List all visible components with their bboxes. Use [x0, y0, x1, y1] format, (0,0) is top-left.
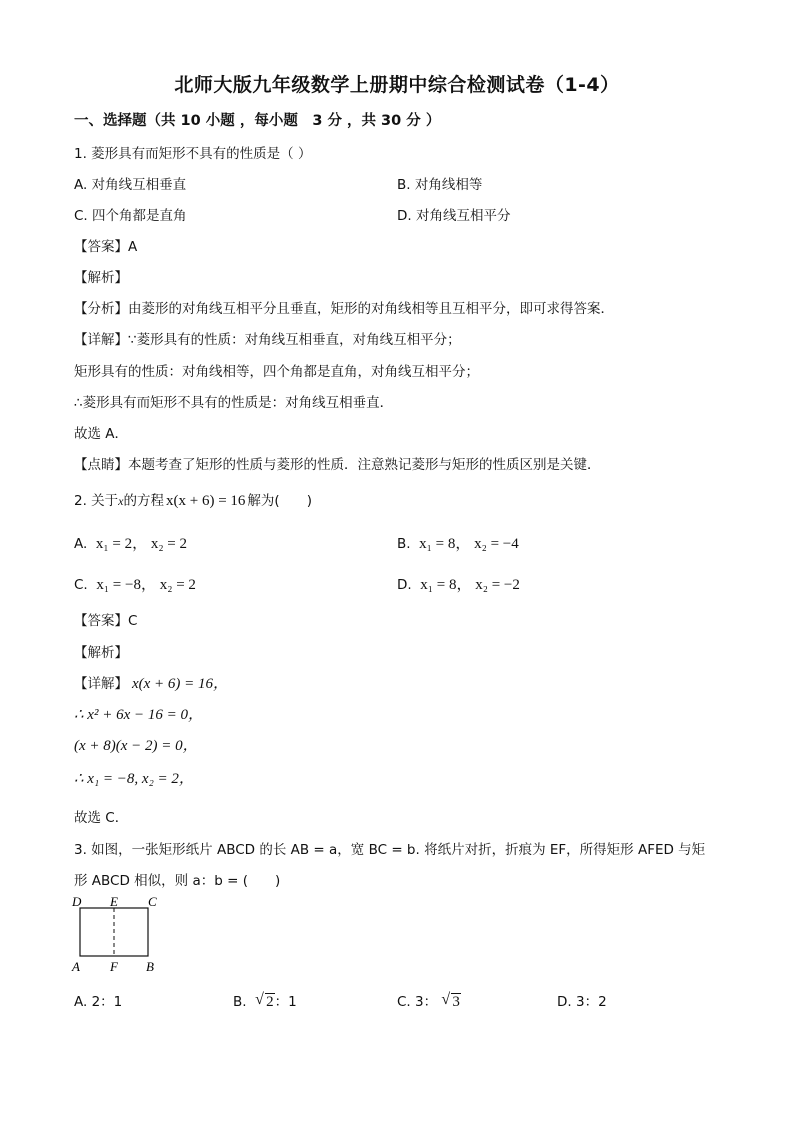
q3-option-label: B.	[233, 994, 247, 1010]
q1-fenxi: 【分析】由菱形的对角线互相平分且垂直，矩形的对角线相等且互相平分，即可求得答案．	[74, 301, 614, 317]
q2-option-label: C.	[74, 577, 88, 593]
q2-option-d	[397, 573, 520, 594]
q2-stem-part: 的方程	[123, 493, 164, 509]
q2-option-b	[397, 532, 519, 553]
q3-option-b	[233, 990, 297, 1011]
q2-stem	[74, 489, 312, 510]
q1-analysis-label: 【解析】	[74, 270, 128, 286]
label-b: B	[146, 959, 154, 974]
q2-option-a	[74, 532, 187, 553]
q3-option-rest: ：1	[274, 994, 297, 1010]
label-a: A	[72, 959, 80, 974]
q2-option-math: x₁ = 2， x₂ = 2	[95, 536, 188, 552]
q2-stem-var: x	[118, 494, 124, 508]
q2-option-label: A.	[74, 536, 88, 552]
q2-option-label: B.	[397, 536, 411, 552]
page-title: 北师大版九年级数学上册期中综合检测试卷（1-4）	[174, 74, 620, 96]
sqrt-symbol: √ 3	[441, 991, 460, 1010]
q3-option-a: A. 2：1	[74, 994, 123, 1010]
q3-stem-line-1: 3. 如图，一张矩形纸片 ABCD 的长 AB = a，宽 BC = b. 将纸片对折，折痕为 EF，所得矩形 AFED 与矩	[74, 842, 706, 858]
label-c: C	[148, 894, 157, 909]
q1-option-c: C. 四个角都是直角	[74, 208, 187, 224]
radicand: 3	[452, 994, 460, 1010]
q1-option-d: D. 对角线互相平分	[397, 208, 511, 224]
label-f: F	[110, 959, 118, 974]
q2-equation: x(x + 6) = 16	[166, 493, 246, 509]
q2-step-2: ∴ x² + 6x − 16 = 0，	[74, 707, 203, 723]
section-heading: 一、选择题（共 10 小题 ，每小题 3 分 ，共 30 分 ）	[74, 113, 441, 129]
q2-option-c	[74, 573, 196, 594]
q2-step-4: ∴ x₁ = −8, x₂ = 2，	[74, 771, 194, 787]
q2-option-math: x₁ = −8， x₂ = 2	[96, 577, 196, 593]
q1-comment: 【点睛】本题考查了矩形的性质与菱形的性质．注意熟记菱形与矩形的性质区别是关键．	[74, 457, 601, 473]
q2-stem-part: 解为( )	[247, 493, 312, 509]
q1-option-b: B. 对角线相等	[397, 177, 483, 193]
q3-option-c	[397, 990, 461, 1011]
sqrt-symbol: √ 2	[255, 991, 274, 1010]
label-d: D	[72, 894, 82, 909]
q1-choose: 故选 A．	[74, 426, 129, 442]
q2-step-3: (x + 8)(x − 2) = 0，	[74, 738, 198, 754]
q2-analysis-label: 【解析】	[74, 645, 128, 661]
q2-stem-part: 2. 关于	[74, 493, 119, 509]
q3-option-d: D. 3：2	[557, 994, 607, 1010]
label-e: E	[110, 894, 118, 909]
q2-detail-label: 【详解】	[74, 676, 128, 692]
q2-detail	[74, 672, 228, 693]
q2-option-math: x₁ = 8， x₂ = −4	[419, 536, 519, 552]
q1-detail-1: 【详解】∵菱形具有的性质：对角线互相垂直，对角线互相平分；	[74, 332, 461, 348]
q1-answer: 【答案】A	[74, 239, 138, 255]
q1-stem: 1. 菱形具有而矩形不具有的性质是（ ）	[74, 146, 312, 162]
q1-detail-2: 矩形具有的性质：对角线相等，四个角都是直角，对角线互相平分；	[74, 364, 479, 380]
q2-answer: 【答案】C	[74, 613, 138, 629]
radicand: 2	[266, 994, 274, 1010]
q2-option-math: x₁ = 8， x₂ = −2	[420, 577, 520, 593]
q3-stem-line-2: 形 ABCD 相似，则 a：b = ( )	[74, 873, 281, 889]
q1-detail-3: ∴菱形具有而矩形不具有的性质是：对角线互相垂直．	[74, 395, 394, 411]
q2-option-label: D.	[397, 577, 412, 593]
q1-option-a: A. 对角线互相垂直	[74, 177, 187, 193]
q2-choose: 故选 C．	[74, 810, 129, 826]
rectangle-figure	[66, 892, 166, 976]
q3-option-label: C. 3：	[397, 994, 438, 1010]
q2-step-1: x(x + 6) = 16，	[132, 676, 229, 692]
